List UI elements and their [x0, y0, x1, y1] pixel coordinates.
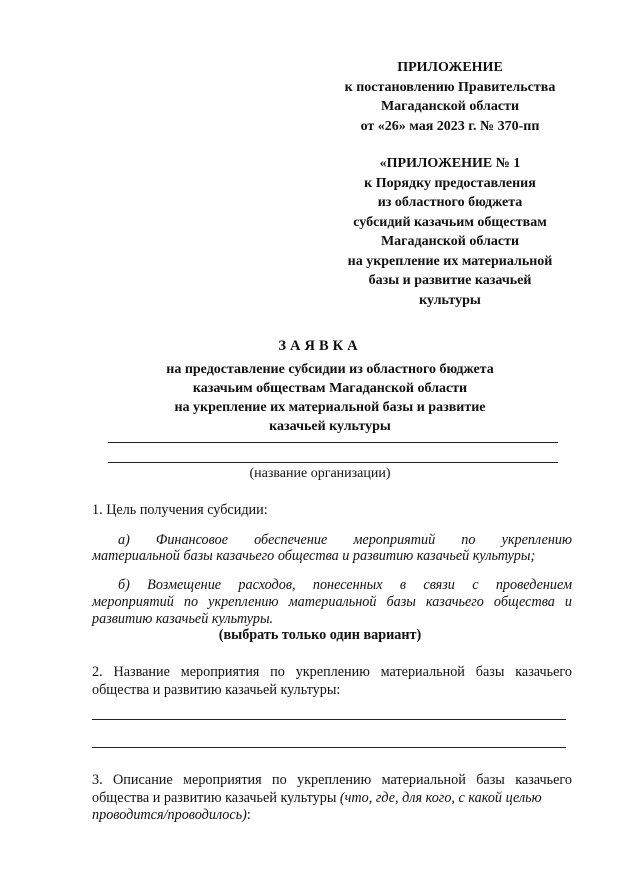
section-2-line: 2. Название мероприятия по укреплению материальной базы казачьего	[92, 664, 572, 680]
subtitle-line: на укрепление их материальной базы и развитие	[174, 400, 486, 415]
sub-appendix-line: субсидий казачьим обществам	[353, 214, 547, 230]
section-3-hint: проводится/проводилось)	[92, 807, 247, 823]
appendix-line: от «26» мая 2023 г. № 370-пп	[360, 118, 540, 134]
subtitle-line: казачьей культуры	[269, 419, 391, 434]
section-3-colon: :	[246, 807, 251, 823]
option-b-line: б) Возмещение расходов, понесенных в связи с проведением	[118, 577, 572, 593]
event-name-line-1[interactable]	[92, 719, 566, 720]
event-name-line-2[interactable]	[92, 747, 566, 748]
appendix-line: к постановлению Правительства	[344, 79, 556, 95]
sub-appendix-title: «ПРИЛОЖЕНИЕ № 1	[379, 156, 521, 171]
application-title: ЗАЯВКА	[278, 338, 362, 354]
sub-appendix-line: из областного бюджета	[377, 195, 523, 210]
appendix-header	[300, 58, 600, 310]
org-name-caption: (название организации)	[249, 466, 391, 481]
sub-appendix-line: базы и развитие казачьей	[368, 273, 532, 288]
option-b-line: развитию казачьей культуры.	[92, 611, 274, 627]
org-name-line-1[interactable]	[108, 442, 558, 443]
section-3-line: 3. Описание мероприятия по укреплению материальной базы казачьего	[92, 772, 572, 788]
application-subtitle	[120, 360, 540, 436]
option-b-line: мероприятий по укреплению материальной базы казачьего общества и	[92, 594, 572, 610]
option-a-line: материальной базы казачьего общества и развитию казачьей культуры;	[92, 548, 536, 564]
sub-appendix-line: культуры	[419, 292, 481, 308]
appendix-title: ПРИЛОЖЕНИЕ	[397, 60, 503, 75]
option-a-line: а) Финансовое обеспечение мероприятий по укреплению	[118, 532, 572, 548]
section-3-line	[92, 805, 251, 825]
subtitle-line: на предоставление субсидии из областного бюджета	[166, 362, 494, 377]
org-name-line-2[interactable]	[108, 462, 558, 463]
section-1-heading: 1. Цель получения субсидии:	[92, 502, 268, 518]
section-3-text: общества и развитию казачьей культуры	[92, 790, 340, 806]
sub-appendix-line: Магаданской области	[380, 234, 520, 249]
choose-one-note: (выбрать только один вариант)	[218, 627, 422, 643]
section-3-hint: (что, где, для кого, с какой целью	[339, 790, 542, 806]
sub-appendix-line: на укрепление их материальной	[347, 253, 553, 269]
subtitle-line: казачьим обществам Магаданской области	[192, 381, 468, 396]
section-2-line: общества и развитию казачьей культуры:	[92, 682, 341, 698]
appendix-line: Магаданской области	[380, 99, 520, 114]
sub-appendix-line: к Порядку предоставления	[364, 175, 536, 191]
